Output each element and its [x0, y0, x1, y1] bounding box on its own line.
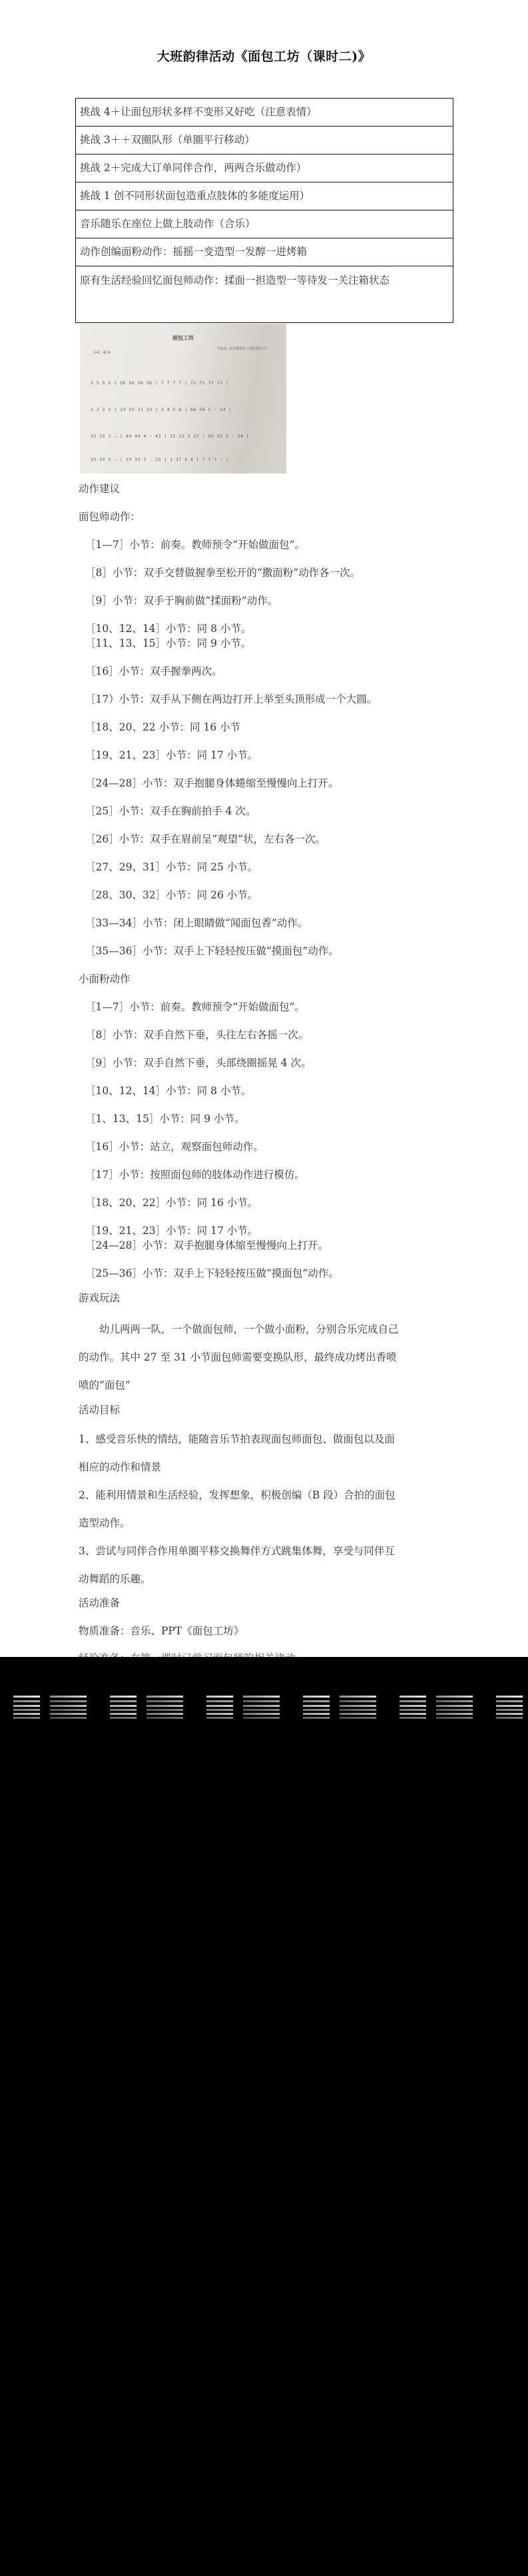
baker-step: ［33—34］小节：闭上眼睛做“闻面包香”动作。 — [85, 917, 308, 929]
baker-step: ［10、12、14］小节：同 8 小节。 — [85, 623, 252, 635]
baker-step: ［11、13、15］小节：同 9 小节。 — [85, 637, 252, 649]
challenge-row: 挑战 3＋＋双圈队形（单圈平行移动） — [76, 127, 453, 155]
baker-step: ［24—28］小节：双手抱腿身体蜷缩至慢慢向上打开。 — [85, 777, 339, 789]
flour-step: ［25—36］小节：双手上下轻轻按压做“摸面包”动作。 — [85, 1267, 339, 1279]
prep-material: 物质准备：音乐、PPT《面包工坊》 — [79, 1625, 244, 1637]
section-heading: 动作建议 — [79, 483, 121, 495]
score-line: 5 5 5 5 | 56 56 56 56 | 7 7 7 7 | 71 71 71 71 | — [91, 380, 229, 386]
score-title: 面包工坊 — [172, 335, 194, 341]
flour-step: ［24—28］小节：双手抱腿身体缩至慢慢向上打开。 — [85, 1239, 328, 1251]
game-heading: 游戏玩法 — [79, 1292, 121, 1304]
challenge-row: 挑战 2＋完成大订单同伴合作，两两合乐做动作） — [76, 155, 453, 182]
flour-step: ［8］小节：双手自然下垂，头往左右各摇一次。 — [85, 1029, 309, 1041]
score-line: 33 33 3 — | 44 44 4 · 43 | 22 22 2 17 | 55 55 5 · 54 | — [91, 434, 250, 439]
goal-item: 3、尝试与同伴合作用单圈平移交换舞伴方式跳集体舞，享受与同伴互动舞蹈的乐趣。 — [79, 1545, 395, 1585]
challenge-row: 音乐随乐在座位上做上肢动作（合乐） — [76, 210, 453, 238]
score-line: 2 2 2 2 | 23 23 23 23 | 3 4 5 6 | 66 56 5 · 54 | — [91, 407, 232, 412]
baker-step: ［26］小节：双手在眉前呈“观望”状，左右各一次。 — [85, 833, 326, 845]
challenge-row: 挑战 4＋让面包形状多样不变形又好吃（注意表情） — [76, 99, 453, 127]
baker-step: ［8］小节：双手交替做握拳至松开的“撒面粉”动作各一次。 — [85, 567, 361, 579]
baker-step: ［25］小节：双手在胸前拍手 4 次。 — [85, 805, 256, 817]
music-score-image — [80, 324, 286, 474]
flour-step: ［17］小节：按照面包师的肢体动作进行模仿。 — [85, 1169, 305, 1181]
flour-step: ［1、13、15］小节：同 9 小节。 — [85, 1113, 245, 1125]
game-text: 幼儿两两一队，一个做面包师，一个做小面粉，分别合乐完成自己的动作。其中 27 至 31 小节面包师需要变换队形，最终成功烤出香喷喷的”面包” — [79, 1323, 399, 1391]
challenge-row: 动作创编面粉动作：摇摇一变造型一发醇一进烤箱 — [76, 238, 453, 266]
baker-step: ［27、29、31］小节：同 25 小节。 — [85, 861, 258, 873]
baker-step: ［35—36］小节：双手上下轻轻按压做“摸面包”动作。 — [85, 945, 339, 957]
score-key: 1=C 4/4 — [93, 350, 111, 355]
baker-step: ［28、30、32］小节：同 26 小节。 — [85, 889, 258, 901]
flour-step: ［16］小节：站立，观察面包师动作。 — [85, 1141, 264, 1153]
challenge-table — [75, 98, 453, 323]
baker-step: ［1—7］小节：前奏。教师预令“开始做面包”。 — [85, 539, 306, 551]
flour-heading: 小面粉动作 — [79, 973, 131, 985]
goals-heading: 活动目标 — [79, 1404, 121, 1416]
flour-step: ［9］小节：双手自然下垂，头部绕圈摇晃 4 次。 — [85, 1057, 312, 1069]
goal-item: 1、感受音乐快的情结，能随音乐节拍表现面包师面包、做面包以及面相应的动作和情景 — [79, 1433, 395, 1473]
baker-step: ［9］小节：双手于胸前做“揉面粉”动作。 — [85, 595, 278, 607]
prep-heading: 活动准备 — [79, 1597, 121, 1609]
baker-step: ［19、21、23］小节：同 17 小节。 — [85, 749, 258, 761]
baker-heading: 面包师动作： — [79, 511, 141, 523]
challenge-row: 原有生活经验回忆面包师动作：揉面一担造型一等待发一关注箱状态 — [80, 274, 390, 286]
baker-step: ［17）小节：双手从下侧在两边打开上举至头顶形成一个大圆。 — [85, 693, 378, 705]
render-glitch-band — [0, 1657, 528, 1737]
baker-step: ［16］小节：双手握拳两次。 — [85, 665, 222, 677]
score-subtitle: 节选自 瓦尔德查尔《邻居波尔卡》 — [216, 347, 269, 351]
flour-step: ［18、20、22］小节：同 16 小节。 — [85, 1197, 258, 1209]
baker-step: ［18、20、22 小节：同 16 小节 — [85, 721, 241, 733]
challenge-row: 挑战 1 创不同形状面包造重点肢体的多能度运用） — [76, 182, 453, 210]
flour-step: ［19、21、23］小节：同 17 小节。 — [85, 1225, 258, 1237]
flour-step: ［1—7］小节：前奏。教师预令“开始做面包”。 — [85, 1001, 306, 1013]
flour-step: ［10、12、14］小节：同 8 小节。 — [85, 1085, 252, 1097]
goal-item: 2、能利用情景和生活经验，发挥想象，积极创编（B 段）合拍的面包造型动作。 — [79, 1489, 396, 1529]
score-line: 33 33 3 — | 33 33 3 · 22 | 1 17 1 4 | 7 7 7 — | — [91, 457, 229, 462]
document-title: 大班韵律活动《面包工坊（课时二)》 — [156, 49, 372, 64]
